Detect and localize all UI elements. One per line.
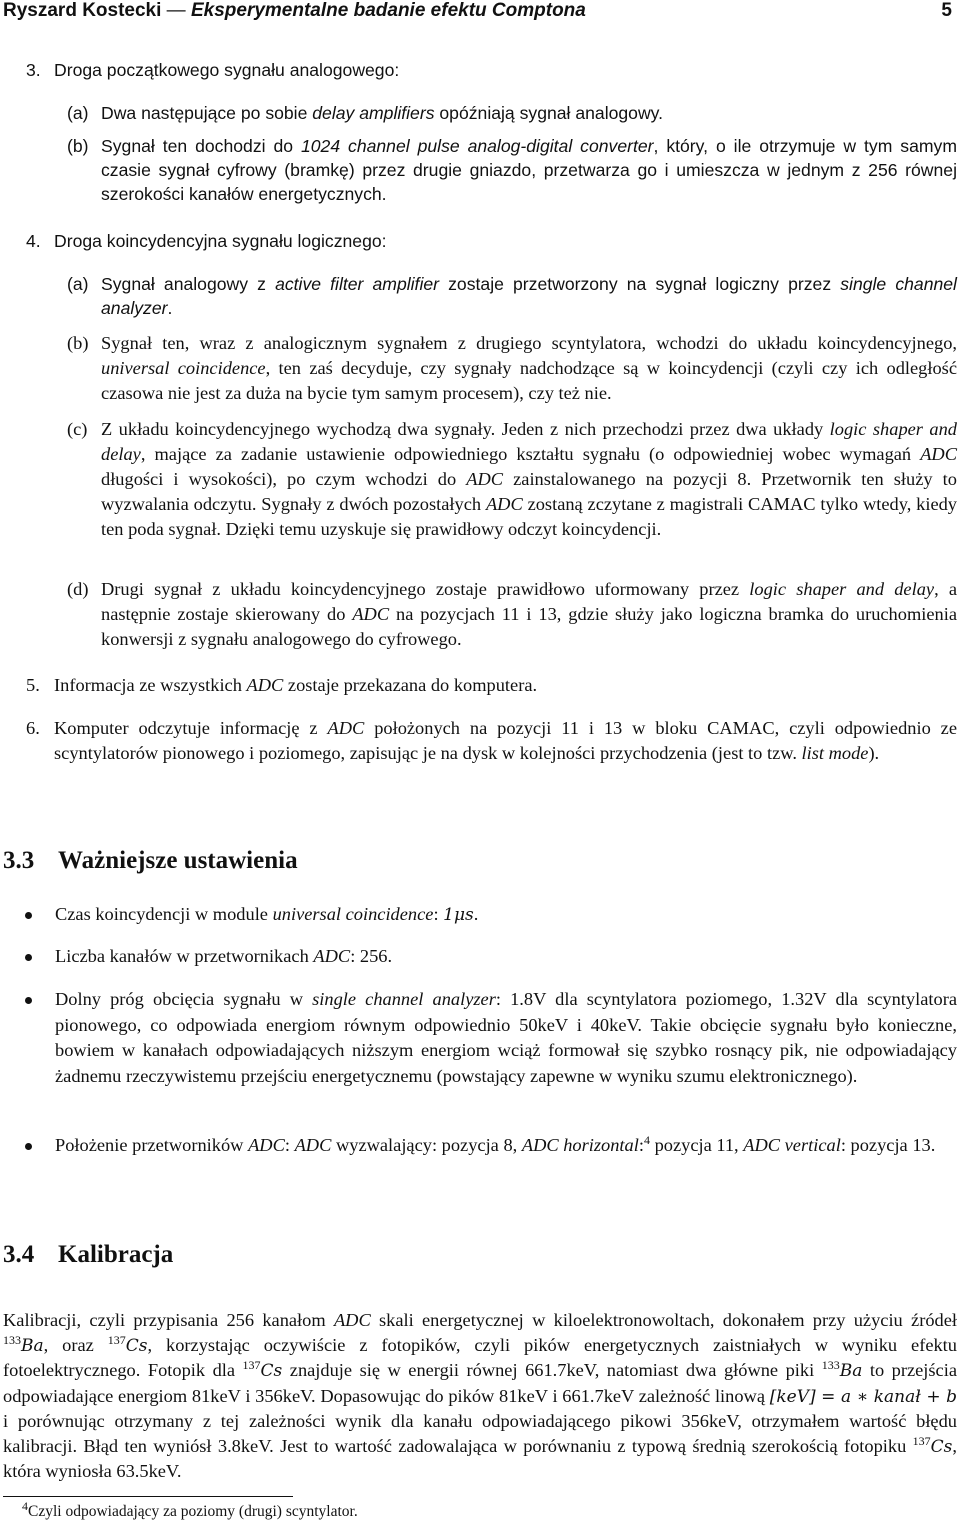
bullet-icon <box>25 912 32 919</box>
section-title: Ważniejsze ustawienia <box>58 847 298 874</box>
bullet-icon <box>25 1143 32 1150</box>
sub-item <box>67 577 957 652</box>
sub-item <box>67 101 957 125</box>
list-item-label: 4. <box>26 231 41 251</box>
footnote-text: Czyli odpowiadający za poziomy (drugi) scyntylator. <box>28 1503 358 1520</box>
sub-item-text: Sygnał ten dochodzi do 1024 channel pulse analog-digital converter, który, o ile otrzymuje w tym samym czasie sygnał cyfrowy (bramkę) przez drugie gniazdo, przetwarza go i umieszcza w jednym z 256 równej szerokości kanałów energetycznych. <box>101 136 957 204</box>
page-number: 5 <box>941 0 952 21</box>
section-number: 3.4 <box>3 1241 35 1268</box>
header-author: Ryszard Kostecki <box>3 0 162 21</box>
sub-item-label: (d) <box>67 579 89 599</box>
footnote <box>22 1498 358 1521</box>
sub-item <box>67 331 957 406</box>
bullet-item: Liczba kanałów w przetwornikach ADC: 256. <box>55 944 957 970</box>
section-number: 3.3 <box>3 847 35 874</box>
list-item-label: 5. <box>26 675 40 695</box>
bullet-icon <box>25 997 32 1004</box>
list-item <box>26 58 926 82</box>
bullet-item: Czas koincydencji w module universal coincidence: 1μs. <box>55 902 957 929</box>
footnote-marker: 4 <box>643 1132 650 1147</box>
list-item-text: Droga początkowego sygnału analogowego: <box>54 60 400 80</box>
footnote-mark: 4 <box>22 1498 28 1513</box>
bullet-item: Położenie przetworników ADC: ADC wyzwalający: pozycja 8, ADC horizontal:$^4$ pozycja 11, ADC vertical: pozycja 13. <box>55 1133 957 1159</box>
list-item-text: Informacja ze wszystkich ADC zostaje przekazana do komputera. <box>54 675 538 695</box>
list-item-text: Droga koincydencyjna sygnału logicznego: <box>54 231 387 251</box>
sub-item <box>67 272 957 320</box>
list-item-label: 3. <box>26 60 41 80</box>
sub-item-label: (a) <box>67 274 89 294</box>
header-separator: — <box>161 0 191 21</box>
sub-item-text: Sygnał ten, wraz z analogicznym sygnałem z drugiego scyntylatora, wchodzi do układu koincydencyjnego, universal coincidence, ten zaś decyduje, czy sygnały nadchodzące są w koincydencji (czyli czy ich odległość czasowa nie jest za duża na bycie tym samym procesem), czy też nie. <box>101 333 957 403</box>
sub-item-text: Drugi sygnał z układu koincydencyjnego zostaje prawidłowo uformowany przez logic shaper and delay, a następnie zostaje skierowany do ADC na pozycjach 11 i 13, gdzie służy jako logiczna bramka do uruchomienia konwersji z sygnału analogowego do cyfrowego. <box>101 579 958 649</box>
footnote-rule <box>3 1496 293 1497</box>
calibration-paragraph: Kalibracji, czyli przypisania 256 kanałom ADC skali energetycznej w kiloelektronowoltach, dokonałem przy użyciu źródeł $^{133}$Ba, oraz $^{137}$Cs, korzystając oczywiście z fotopików, czyli pików energetycznych zaistniałych w wyniku efektu fotoelektrycznego. Fotopik dla $^{137}$Cs znajduje się w energii równej 661.7keV, natomiast dwa główne piki $^{133}$Ba to przejścia odpowiadające energiom 81keV i 356keV. Dopasowując do pików 81keV i 661.7keV zależność linową [keV] = a ∗ kanał + b i porównując otrzymany z tej zależności wynik dla kanału odpowiadającego pikowi 356keV, otrzymałem wartość błędu kalibracji. Błąd ten wyniósł 3.8keV. Jest to wartość zadowalająca w porównaniu z typową średnią szerokością fotopiku $^{137}$Cs, która wyniosła 63.5keV. <box>3 1310 957 1481</box>
bullet-item: Dolny próg obcięcia sygnału w single channel analyzer: 1.8V dla scyntylatora poziomego, 1.32V dla scyntylatora pionowego, co odpowiada energiom równym odpowiednio 50keV i 40keV. Takie obcięcie sygnału było konieczne, bowiem w kanałach odpowiadających niższym energiom wciąż formował się szybko rosnący pik, nie odpowiadający żadnemu rzeczywistemu przejściu energetycznemu (powstający zapewne w wyniku szumu elektronicznego). <box>55 987 957 1089</box>
list-item <box>26 716 957 766</box>
sub-item <box>67 417 957 542</box>
sub-item-label: (b) <box>67 136 89 156</box>
running-header <box>3 0 954 22</box>
bullet-icon <box>25 954 32 961</box>
list-item-text: Komputer odczytuje informację z ADC położonych na pozycji 11 i 13 w bloku CAMAC, czyli odpowiednio ze scyntylatorów pionowego i poziomego, zapisując je na dysk w kolejności przychodzenia (jest to tzw. list mode). <box>54 718 957 763</box>
section-heading <box>3 1240 173 1270</box>
sub-item-label: (b) <box>67 333 89 353</box>
section-heading <box>3 846 298 876</box>
sub-item-text: Sygnał analogowy z active filter amplifier zostaje przetworzony na sygnał logiczny przez single channel analyzer. <box>101 274 957 318</box>
header-title: Eksperymentalne badanie efektu Comptona <box>190 0 586 21</box>
section-title: Kalibracja <box>58 1241 174 1268</box>
sub-item-label: (a) <box>67 103 89 123</box>
sub-item <box>67 134 957 206</box>
sub-item-label: (c) <box>67 419 88 439</box>
sub-item-text: Dwa następujące po sobie delay amplifiers opóźniają sygnał analogowy. <box>101 103 664 123</box>
sub-item-text: Z układu koincydencyjnego wychodzą dwa sygnały. Jeden z nich przechodzi przez dwa układy logic shaper and delay, mające za zadanie ustawienie odpowiedniego kształtu sygnału (o odpowiedniej wobec wymagań ADC długości i wysokości), po czym wchodzi do ADC zainstalowanego na pozycji 8. Przetwornik ten służy to wyzwalania odczytu. Sygnały z dwóch pozostałych ADC zostaną zczytane z magistrali CAMAC tylko wtedy, kiedy ten poda sygnał. Dzięki temu uzyskuje się prawidłowy odczyt koincydencji. <box>101 419 957 539</box>
list-item <box>26 673 957 698</box>
list-item <box>26 229 926 253</box>
list-item-label: 6. <box>26 718 40 738</box>
